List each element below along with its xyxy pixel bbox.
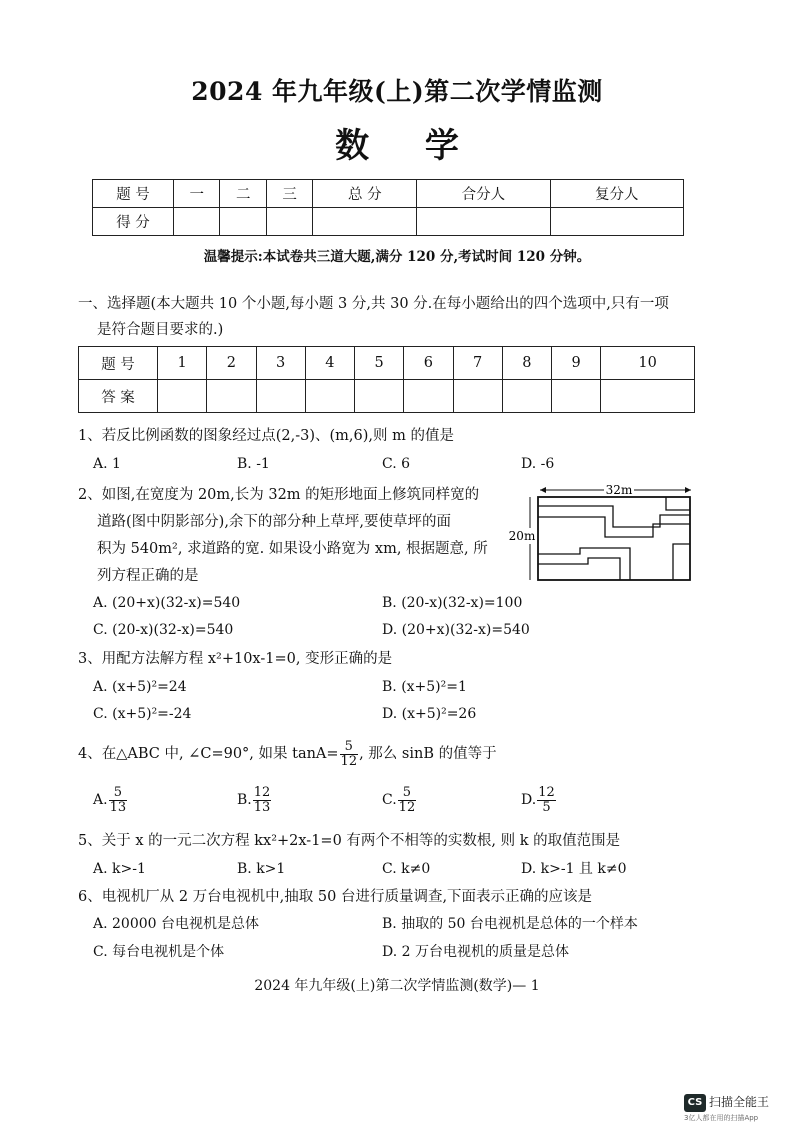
q5-option-b: B. k>1 xyxy=(237,861,286,877)
q2-line3: 积为 540m², 求道路的宽. 如果设小路宽为 xm, 根据题意, 所 xyxy=(97,541,488,557)
option-label: A. xyxy=(93,792,108,809)
answer-blank-cell[interactable] xyxy=(453,380,502,413)
q4-stem-after: , 那么 sinB 的值等于 xyxy=(359,746,497,763)
score-blank-cell[interactable] xyxy=(313,208,417,236)
fraction-denominator: 13 xyxy=(109,799,127,815)
section1-intro-line2: 是符合题目要求的.) xyxy=(97,322,224,338)
fraction-denominator: 12 xyxy=(398,799,416,815)
q3-stem: 3、用配方法解方程 x²+10x-1=0, 变形正确的是 xyxy=(78,651,393,667)
fraction-numerator: 5 xyxy=(398,786,417,801)
score-header-cell: 二 xyxy=(220,180,266,208)
answer-table-answer-row xyxy=(79,380,695,413)
fraction-numerator: 5 xyxy=(109,786,128,801)
page-footer: 2024 年九年级(上)第二次学情监测(数学)— 1 xyxy=(254,978,540,994)
answer-blank-cell[interactable] xyxy=(256,380,305,413)
q6-stem: 6、电视机厂从 2 万台电视机中,抽取 50 台进行质量调查,下面表示正确的应该是 xyxy=(78,889,593,905)
arrow-left-icon xyxy=(540,487,546,493)
option-label: B. xyxy=(237,792,252,809)
q6-option-c: C. 每台电视机是个体 xyxy=(93,944,225,960)
fraction-numerator: 12 xyxy=(538,785,555,800)
q2-option-a: A. (20+x)(32-x)=540 xyxy=(93,595,241,611)
score-blank-cell[interactable] xyxy=(220,208,266,236)
answer-blank-cell[interactable] xyxy=(305,380,354,413)
q2-option-b: B. (20-x)(32-x)=100 xyxy=(382,595,523,611)
answer-blank-cell[interactable] xyxy=(158,380,207,413)
q4-option-c xyxy=(382,786,417,814)
score-header-cell: 总 分 xyxy=(313,180,417,208)
option-fraction xyxy=(109,786,128,814)
q2-option-c: C. (20-x)(32-x)=540 xyxy=(93,622,234,638)
answer-blank-cell[interactable] xyxy=(601,380,695,413)
q2-line2: 道路(图中阴影部分),余下的部分种上草坪,要使草坪的面 xyxy=(97,514,452,530)
answer-blank-cell[interactable] xyxy=(207,380,256,413)
score-blank-cell[interactable] xyxy=(417,208,550,236)
score-header-cell: 一 xyxy=(174,180,220,208)
q3-option-b: B. (x+5)²=1 xyxy=(382,679,467,695)
road-diagram xyxy=(508,482,708,592)
q1-stem: 1、若反比例函数的图象经过点(2,-3)、(m,6),则 m 的值是 xyxy=(78,428,454,444)
score-header-cell: 合分人 xyxy=(417,180,550,208)
answer-blank-cell[interactable] xyxy=(552,380,601,413)
answer-header-cell: 1 xyxy=(158,347,207,380)
length-label: 32m xyxy=(605,483,633,497)
scanner-watermark xyxy=(684,1092,794,1122)
answer-header-cell: 5 xyxy=(355,347,404,380)
q2-line1: 2、如图,在宽度为 20m,长为 32m 的矩形地面上修筑同样宽的 xyxy=(78,487,480,503)
q5-stem: 5、关于 x 的一元二次方程 kx²+2x-1=0 有两个不相等的实数根, 则 k 的取值范围是 xyxy=(78,833,621,849)
q2-road-figure xyxy=(508,482,708,592)
q3-option-c: C. (x+5)²=-24 xyxy=(93,706,192,722)
answer-blank-cell[interactable] xyxy=(404,380,453,413)
q2-option-d: D. (20+x)(32-x)=540 xyxy=(382,622,530,638)
q4-stem xyxy=(78,740,497,768)
q3-option-a: A. (x+5)²=24 xyxy=(93,679,187,695)
q1-option-d: D. -6 xyxy=(521,456,555,472)
option-label: C. xyxy=(382,792,397,809)
answer-header-cell: 4 xyxy=(305,347,354,380)
score-blank-cell[interactable] xyxy=(174,208,220,236)
score-table xyxy=(92,179,684,236)
option-fraction xyxy=(537,786,556,814)
q1-option-b: B. -1 xyxy=(237,456,270,472)
option-fraction xyxy=(398,786,417,814)
q2-line4: 列方程正确的是 xyxy=(97,568,199,584)
answer-header-cell: 3 xyxy=(256,347,305,380)
answer-row-label: 答 案 xyxy=(79,380,158,413)
q4-stem-before: 4、在△ABC 中, ∠C=90°, 如果 tanA= xyxy=(78,746,339,763)
q5-option-a: A. k>-1 xyxy=(93,861,146,877)
answer-blank-cell[interactable] xyxy=(355,380,404,413)
answer-header-cell: 8 xyxy=(502,347,551,380)
option-fraction xyxy=(253,786,272,814)
answer-header-cell: 题 号 xyxy=(79,347,158,380)
fraction-denominator: 5 xyxy=(542,799,551,815)
watermark-tagline: 3亿人都在用的扫描App xyxy=(684,1114,759,1122)
q1-option-c: C. 6 xyxy=(382,456,411,472)
answer-header-cell: 7 xyxy=(453,347,502,380)
score-blank-cell[interactable] xyxy=(266,208,312,236)
score-row-label: 得 分 xyxy=(93,208,174,236)
q5-option-d: D. k>-1 且 k≠0 xyxy=(521,861,627,877)
q6-option-d: D. 2 万台电视机的质量是总体 xyxy=(382,944,569,960)
answer-header-cell: 6 xyxy=(404,347,453,380)
fraction-numerator: 12 xyxy=(253,785,271,800)
fraction-denominator: 13 xyxy=(253,799,271,815)
q4-option-b xyxy=(237,786,272,814)
score-blank-cell[interactable] xyxy=(550,208,683,236)
section1-intro-line1: 一、选择题(本大题共 10 个小题,每小题 3 分,共 30 分.在每小题给出的四个选项中,只有一项 xyxy=(78,296,669,312)
answer-header-cell: 2 xyxy=(207,347,256,380)
q3-option-d: D. (x+5)²=26 xyxy=(382,706,477,722)
answer-header-cell: 10 xyxy=(601,347,695,380)
answer-blank-cell[interactable] xyxy=(502,380,551,413)
fraction-denominator: 12 xyxy=(340,753,358,769)
exam-title: 2024 年九年级(上)第二次学情监测 xyxy=(191,77,603,106)
answer-table xyxy=(78,346,695,413)
q4-option-d xyxy=(521,786,557,814)
score-header-cell: 复分人 xyxy=(550,180,683,208)
tip-text: 温馨提示:本试卷共三道大题,满分 120 分,考试时间 120 分钟。 xyxy=(203,249,591,265)
watermark-brand: 扫描全能王 xyxy=(709,1095,770,1109)
score-table-header-row xyxy=(93,180,684,208)
q4-option-a xyxy=(93,786,128,814)
q1-option-a: A. 1 xyxy=(93,456,121,472)
q6-option-a: A. 20000 台电视机是总体 xyxy=(93,916,259,932)
q5-option-c: C. k≠0 xyxy=(382,861,431,877)
score-table-score-row xyxy=(93,208,684,236)
score-header-cell: 三 xyxy=(266,180,312,208)
width-label: 20m xyxy=(508,529,536,543)
answer-header-cell: 9 xyxy=(552,347,601,380)
fraction-numerator: 5 xyxy=(340,740,359,755)
option-label: D. xyxy=(521,792,537,809)
answer-table-header-row xyxy=(79,347,695,380)
arrow-right-icon xyxy=(685,487,691,493)
camscanner-logo-icon: CS xyxy=(684,1094,706,1112)
q6-option-b: B. 抽取的 50 台电视机是总体的一个样本 xyxy=(382,916,638,932)
q4-tan-fraction xyxy=(340,740,359,768)
score-header-cell: 题 号 xyxy=(93,180,174,208)
subject-title: 数 学 xyxy=(335,126,481,166)
